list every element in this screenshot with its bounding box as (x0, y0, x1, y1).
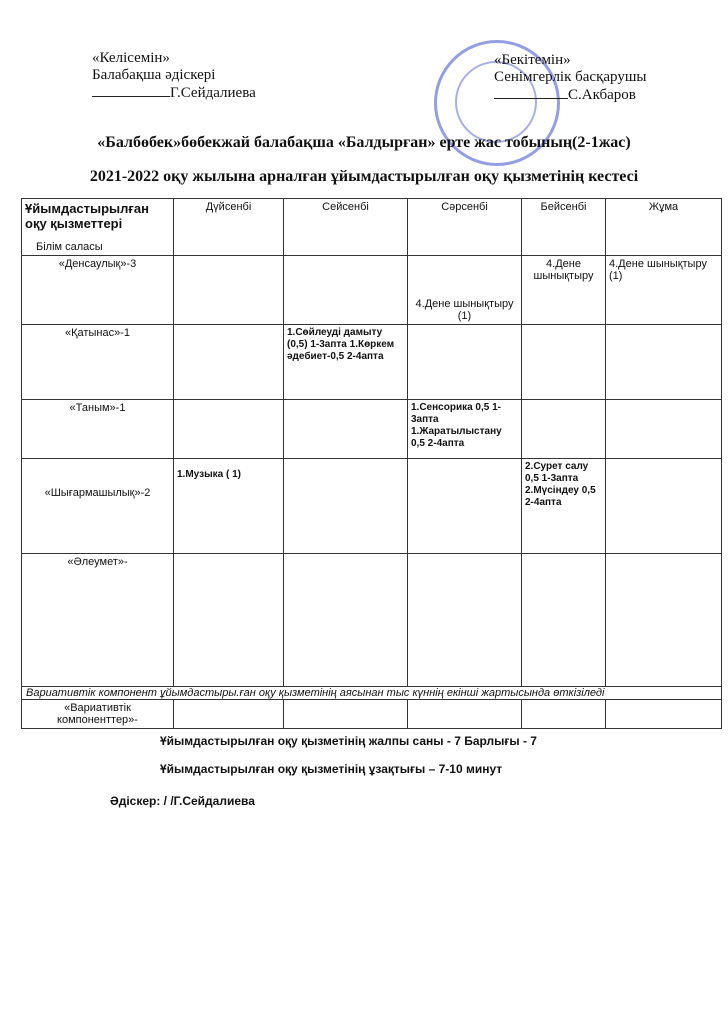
schedule-cell: 4.Дене шынықтыру (1) (408, 256, 522, 325)
area-cell: «Қатынас»-1 (22, 325, 174, 400)
table-row (22, 400, 722, 459)
schedule-cell: 1.Сенсорика 0,5 1-3апта 1.Жаратылыстану 0,5 2-4апта (408, 400, 522, 459)
day-header: Сейсенбі (284, 199, 408, 256)
schedule-cell (522, 700, 606, 729)
director-name: С.Акбаров (568, 87, 636, 103)
methodist-signature (92, 84, 256, 102)
document-subtitle: 2021-2022 оқу жылына арналған ұйымдастырылған оқу қызметінің кестесі (89, 168, 639, 185)
schedule-cell (284, 256, 408, 325)
signature-line (92, 84, 170, 97)
methodist-title: Балабақша әдіскері (92, 67, 216, 83)
signature-line (494, 86, 568, 99)
methodist-name: Г.Сейдалиева (170, 85, 256, 101)
schedule-cell (522, 554, 606, 687)
day-header: Сәрсенбі (408, 199, 522, 256)
schedule-cell (284, 554, 408, 687)
schedule-cell (284, 400, 408, 459)
table-row (22, 459, 722, 554)
duration-line: Ұйымдастырылған оқу қызметінің ұзақтығы – 7-10 минут (160, 762, 503, 776)
schedule-cell (174, 700, 284, 729)
agreed-label: «Келісемін» (92, 50, 170, 66)
area-cell: «Денсаулық»-3 (22, 256, 174, 325)
schedule-cell (606, 554, 722, 687)
schedule-cell (174, 256, 284, 325)
schedule-cell (174, 325, 284, 400)
schedule-cell (408, 325, 522, 400)
schedule-cell: 1.Сөйлеуді дамыту (0,5) 1-3апта 1.Көркем әдебиет-0,5 2-4апта (284, 325, 408, 400)
area-cell: «Таным»-1 (22, 400, 174, 459)
approved-label: «Бекітемін» (494, 52, 571, 68)
schedule-table (21, 198, 722, 729)
schedule-cell: 4.Дене шынықтыру (1) (606, 256, 722, 325)
schedule-cell (408, 459, 522, 554)
corner-title: Ұйымдастырылған оқу қызметтері (25, 201, 149, 231)
schedule-cell (284, 700, 408, 729)
schedule-cell (284, 459, 408, 554)
schedule-cell (174, 554, 284, 687)
schedule-cell: 2.Сурет салу 0,5 1-3апта 2.Мүсіндеу 0,5 2-4апта (522, 459, 606, 554)
schedule-cell: 4.Дене шынықтыру (522, 256, 606, 325)
teacher-signature-line: Әдіскер: / /Г.Сейдалиева (110, 794, 255, 808)
table-row (22, 700, 722, 729)
corner-sub: Білім саласы (36, 241, 103, 253)
variative-note-row (22, 687, 722, 700)
schedule-cell (408, 700, 522, 729)
schedule-cell (606, 700, 722, 729)
table-header-row (22, 199, 722, 256)
schedule-cell (606, 459, 722, 554)
area-cell: «Шығармашылық»-2 (22, 459, 174, 554)
variative-label: «Вариативтік компоненттер»- (22, 700, 174, 729)
schedule-cell (522, 325, 606, 400)
corner-header (22, 199, 174, 256)
director-signature (494, 86, 646, 104)
area-cell: «Әлеумет»- (22, 554, 174, 687)
table-row (22, 256, 722, 325)
table-row (22, 325, 722, 400)
day-header: Дүйсенбі (174, 199, 284, 256)
schedule-cell (606, 325, 722, 400)
schedule-cell (606, 400, 722, 459)
schedule-cell (408, 554, 522, 687)
schedule-cell: 1.Музыка ( 1) (174, 459, 284, 554)
document-title: «Балбөбек»бөбекжай балабақша «Балдырған» ерте жас тобының(2-1жас) (97, 134, 631, 151)
approval-block-left (92, 50, 256, 102)
schedule-cell (522, 400, 606, 459)
day-header: Бейсенбі (522, 199, 606, 256)
approval-block-right (494, 52, 646, 104)
schedule-cell (174, 400, 284, 459)
total-count-line: Ұйымдастырылған оқу қызметінің жалпы саны - 7 Барлығы - 7 (160, 734, 537, 748)
variative-note: Вариативтік компонент ұйымдастыры.ған оқу қызметінің аясынан тыс күннің екінші жартысында өткізіледі (22, 687, 722, 700)
director-title: Сенімгерлік басқарушы (494, 69, 647, 85)
day-header: Жұма (606, 199, 722, 256)
table-row (22, 554, 722, 687)
